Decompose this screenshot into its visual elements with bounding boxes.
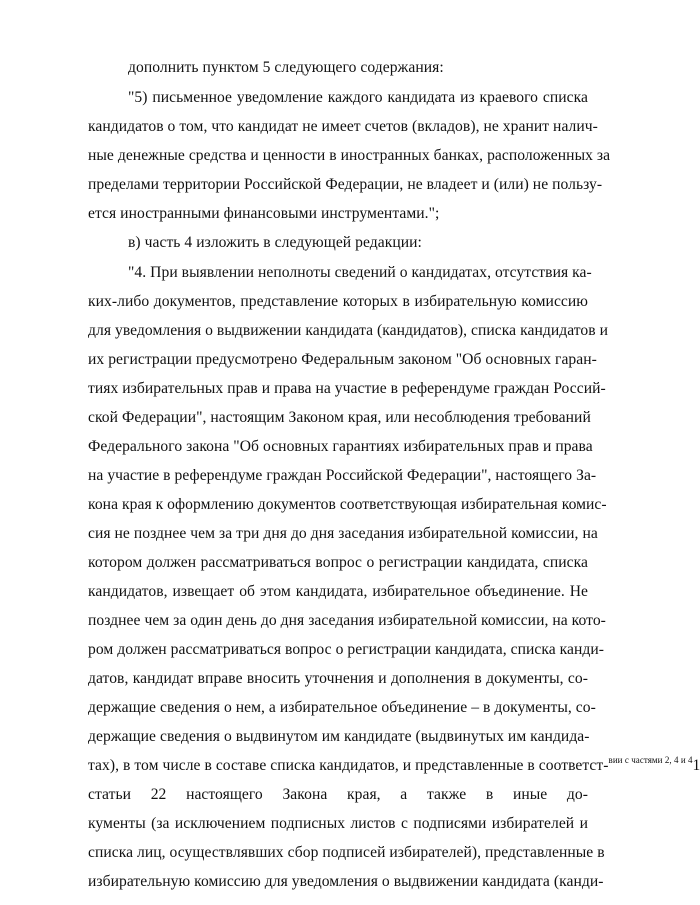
text-line: избирательную комиссию для уведомления о выдвижении кандидата (канди- [88,873,604,890]
text-line: сия не позднее чем за три дня до дня заседания избирательной комиссии, на [88,525,598,542]
text-line: их регистрации предусмотрено Федеральным законом "Об основных гаран- [88,351,597,368]
text-segment: тах), в том числе в составе списка кандидатов, и представленные в соответст- [88,757,609,774]
text-line: ется иностранными финансовыми инструментами."; [88,205,440,222]
text-line: "5) письменное уведомление каждого кандидата из краевого списка [128,89,588,106]
text-line: держащие сведения о выдвинутом им кандидате (выдвинутых им кандида- [88,728,590,745]
text-line: списка лиц, осуществлявших сбор подписей избирателей), представленные в [88,844,605,861]
text-line: ких-либо документов, представление которых в избирательную комиссию [88,293,588,310]
text-line: ской Федерации", настоящим Законом края, или несоблюдения требований [88,409,591,426]
text-line: "4. При выявлении неполноты сведений о кандидатах, отсутствия ка- [128,264,592,281]
text-line: в) часть 4 изложить в следующей редакции: [128,234,422,251]
text-line: на участие в референдуме граждан Российской Федерации", настоящего За- [88,467,597,484]
superscript: вии с частями 2, 4 и 4 [608,755,693,765]
text-line: ром должен рассматриваться вопрос о регистрации кандидата, списка канди- [88,641,605,658]
text-line: Федерального закона "Об основных гарантиях избирательных прав и права [88,438,593,455]
text-line: ные денежные средства и ценности в иностранных банках, расположенных за [88,147,611,164]
text-line: пределами территории Российской Федерации, не владеет и (или) не пользу- [88,176,603,193]
text-line: датов, кандидат вправе вносить уточнения и дополнения в документы, со- [88,670,588,687]
text-line: держащие сведения о нем, а избирательное объединение – в документы, со- [88,699,596,716]
text-line: позднее чем за один день до дня заседания избирательной комиссии, на кото- [88,612,606,629]
text-line: кандидатов, извещает об этом кандидата, избирательное объединение. Не [88,583,588,600]
text-line: для уведомления о выдвижении кандидата (кандидатов), списка кандидатов и [88,322,609,339]
text-line: тиях избирательных прав и права на участие в референдуме граждан Россий- [88,380,606,397]
text-line: дополнить пунктом 5 следующего содержания: [128,59,444,76]
text-line: кандидатов о том, что кандидат не имеет счетов (вкладов), не хранит налич- [88,118,598,135]
text-line: котором должен рассматриваться вопрос о регистрации кандидата, списка [88,554,588,571]
text-segment: 1 [692,757,700,774]
text-line: кументы (за исключением подписных листов с подписями избирателей и [88,815,588,832]
text-line: кона края к оформлению документов соответствующая избирательная комис- [88,496,607,513]
text-line: статьи 22 настоящего Закона края, а также в иные до- [88,786,588,803]
text-line [88,755,700,776]
